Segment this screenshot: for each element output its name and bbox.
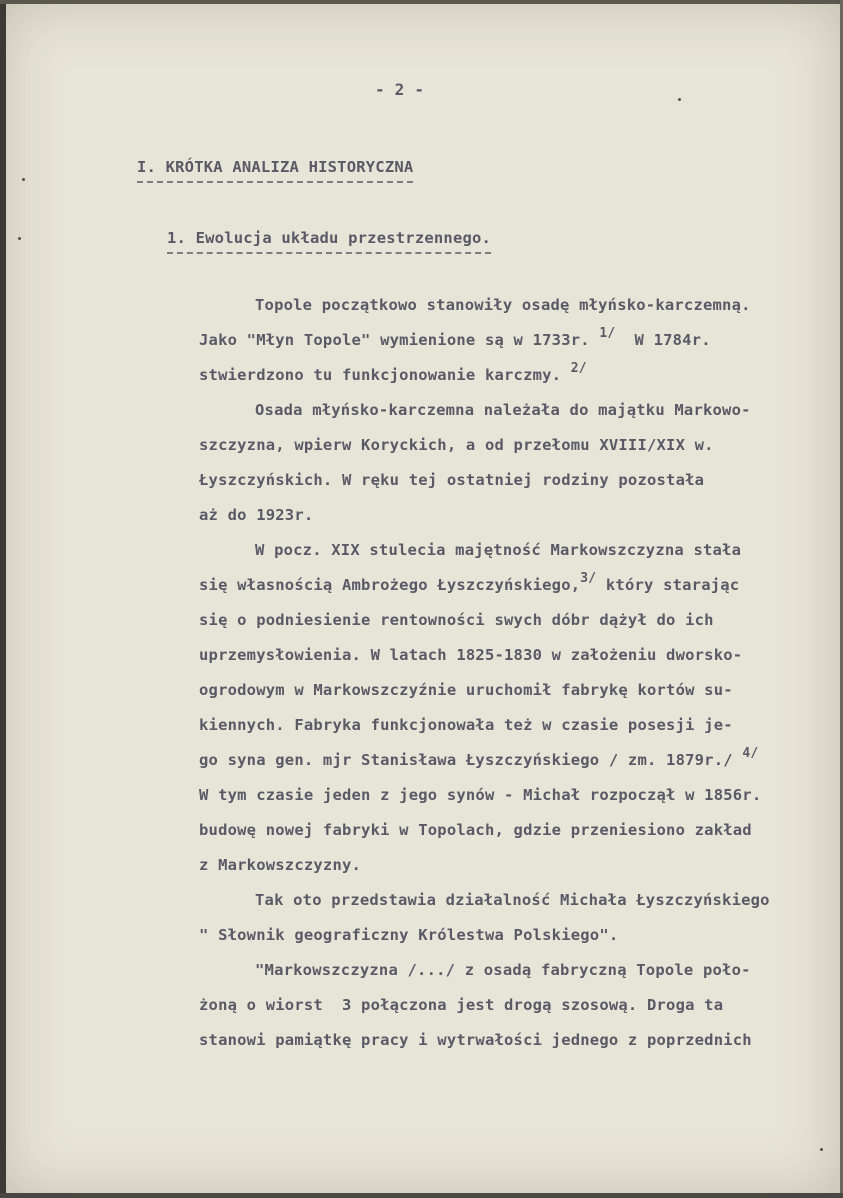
text-line: żoną o wiorst 3 połączona jest drogą szosową. Droga ta <box>199 996 724 1014</box>
text-line: " Słownik geograficzny Królestwa Polskiego". <box>199 926 619 944</box>
text-line: uprzemysłowienia. W latach 1825-1830 w założeniu dworsko- <box>199 646 743 664</box>
speck <box>678 98 681 101</box>
text-line <box>199 571 740 594</box>
footnote-ref: 4/ <box>742 746 759 761</box>
speck <box>22 178 25 181</box>
footnote-ref: 2/ <box>570 361 587 376</box>
text-line: szczyzna, wpierw Koryckich, a od przełomu XVIII/XIX w. <box>199 436 714 454</box>
text-line: się o podniesienie rentowności swych dóbr dążył do ich <box>199 611 714 629</box>
text-line: Topole początkowo stanowiły osadę młyńsko-karczemną. <box>255 296 751 314</box>
text-line: W pocz. XIX stulecia majętność Markowszczyzna stała <box>255 541 742 559</box>
text-segment: stwierdzono tu funkcjonowanie karczmy. <box>199 366 562 384</box>
text-line: Osada młyńsko-karczemna należała do majątku Markowo- <box>255 401 751 419</box>
text-line: Tak oto przedstawia działalność Michała Łyszczyńskiego <box>255 891 770 909</box>
text-line: stanowi pamiątkę pracy i wytrwałości jednego z poprzednich <box>199 1031 752 1049</box>
text-segment: W 1784r. <box>634 331 711 349</box>
text-line: z Markowszczyzny. <box>199 856 362 874</box>
text-line: Łyszczyńskich. W ręku tej ostatniej rodziny pozostała <box>199 471 705 489</box>
text-segment: go syna gen. mjr Stanisława Łyszczyńskiego / zm. 1879r./ <box>199 751 733 769</box>
page-number: - 2 - <box>375 80 425 99</box>
speck <box>820 1148 823 1151</box>
scan-edge-top <box>0 0 843 4</box>
text-line: budowę nowej fabryki w Topolach, gdzie przeniesiono zakład <box>199 821 752 839</box>
subsection-heading: 1. Ewolucja układu przestrzennego. <box>167 229 492 247</box>
text-segment: się własnością Ambrożego Łyszczyńskiego, <box>199 576 581 594</box>
text-line <box>199 746 759 769</box>
scan-edge-left <box>0 0 6 1198</box>
text-line: W tym czasie jeden z jego synów - Michał rozpoczął w 1856r. <box>199 786 762 804</box>
text-line: "Markowszczyzna /.../ z osadą fabryczną Topole poło- <box>255 961 751 979</box>
text-segment: który starając <box>605 576 740 594</box>
text-segment: Jako "Młyn Topole" wymienione są w 1733r. <box>199 331 590 349</box>
scan-edge-bottom <box>0 1193 843 1198</box>
footnote-ref: 3/ <box>580 571 597 586</box>
text-line: kiennych. Fabryka funkcjonowała też w czasie posesji je- <box>199 716 733 734</box>
footnote-ref: 1/ <box>599 326 616 341</box>
text-line: aż do 1923r. <box>199 506 314 524</box>
text-line <box>199 326 711 349</box>
text-line: ogrodowym w Markowszczyźnie uruchomił fabrykę kortów su- <box>199 681 733 699</box>
speck <box>18 237 21 240</box>
section-heading: I. KRÓTKA ANALIZA HISTORYCZNA <box>137 158 414 176</box>
text-line <box>199 361 587 384</box>
